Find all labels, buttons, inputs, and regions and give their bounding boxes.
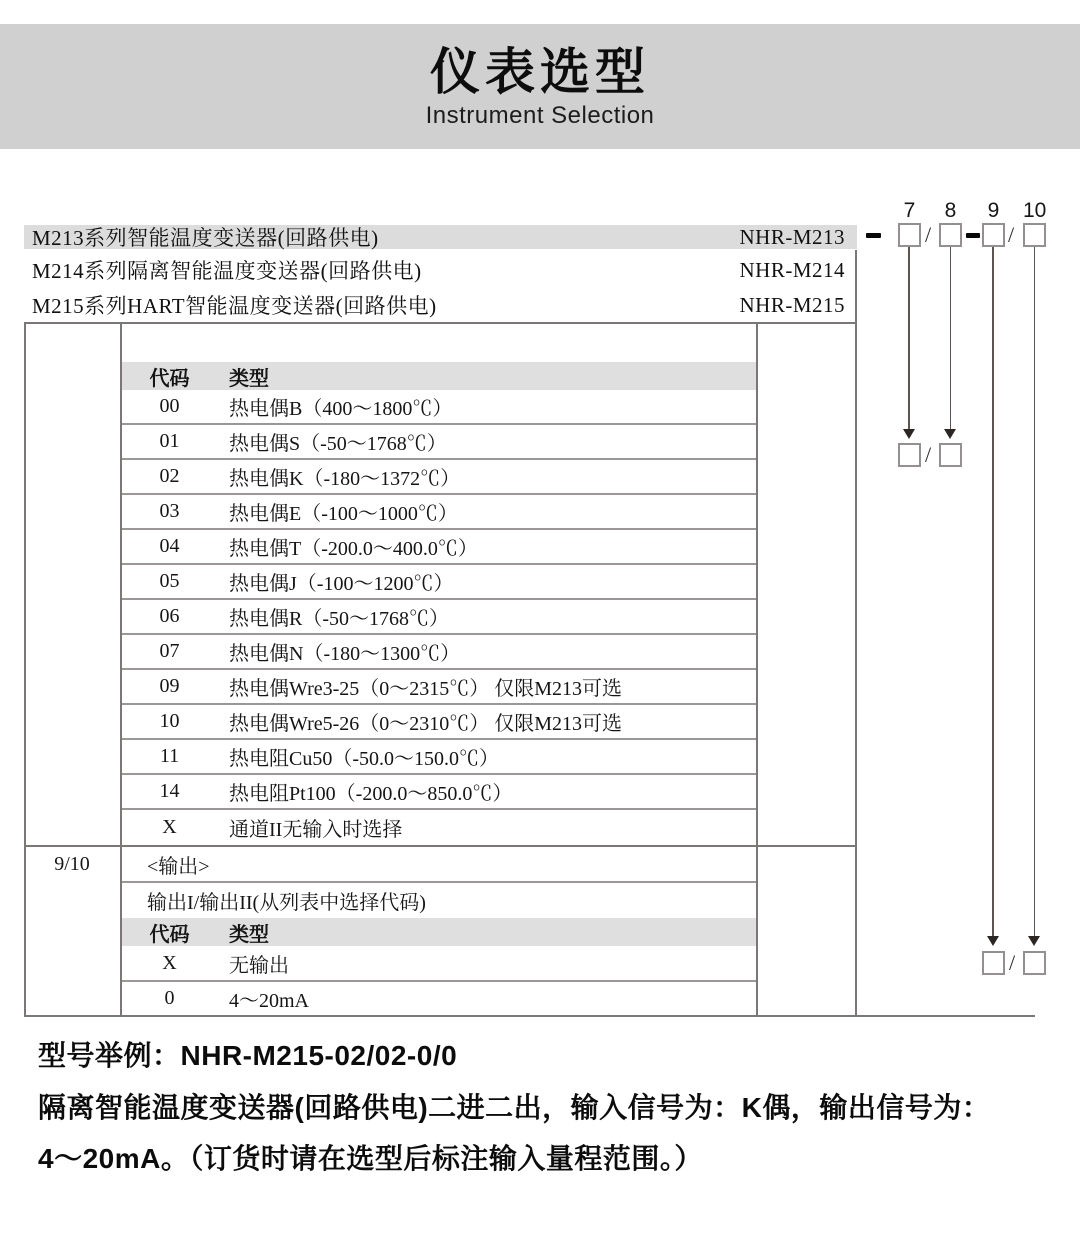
cell-type: 热电阻Pt100（-200.0～850.0℃） [229, 783, 513, 805]
arrowhead-icon [903, 429, 915, 439]
input-code-box-8 [939, 443, 962, 467]
table-row [122, 946, 756, 982]
table-row [122, 705, 756, 740]
col-header-type: 类型 [229, 367, 269, 390]
cell-code: 00 [159, 395, 180, 417]
cell-type: 热电偶Wre5-26（0～2310℃） 仅限M213可选 [229, 713, 623, 735]
table-row [122, 810, 756, 845]
cell-code: 03 [159, 500, 180, 522]
page-title: 仪表选型 [430, 44, 650, 100]
arrow-line-9 [992, 247, 994, 937]
cell-type: 热电偶Wre3-25（0～2315℃） 仅限M213可选 [229, 678, 623, 700]
table-row [122, 775, 756, 810]
cell-code: 05 [159, 570, 180, 592]
slash-separator: / [1009, 950, 1016, 975]
arrowhead-icon [987, 936, 999, 946]
product-model: NHR-M215 [739, 292, 845, 317]
input-table-header [122, 362, 756, 390]
header-band [0, 24, 1080, 149]
arrowhead-icon [1028, 936, 1040, 946]
code-box-10 [1023, 223, 1046, 247]
output-header-row: <输出> [122, 847, 756, 883]
input-code-table [122, 324, 756, 845]
cell-type: 热电偶N（-180～1300℃） [229, 643, 461, 665]
code-box-8 [939, 223, 962, 247]
cell-type: 热电偶R（-50～1768℃） [229, 608, 449, 630]
slash-separator: / [1008, 222, 1015, 247]
table-bottom-border [24, 1015, 1035, 1017]
product-model: NHR-M213 [739, 224, 845, 249]
cell-code: 11 [159, 745, 180, 767]
cell-code: 04 [159, 535, 180, 557]
output-row-label: 9/10 [54, 853, 90, 875]
page-subtitle: Instrument Selection [425, 102, 655, 129]
col-header-type: 类型 [229, 923, 269, 946]
position-label-10: 10 [1023, 199, 1047, 222]
cell-type: 通道II无输入时选择 [229, 819, 403, 841]
table-row [122, 495, 756, 530]
cell-type: 热电阻Cu50（-50.0～150.0℃） [229, 748, 499, 770]
dash-separator [966, 233, 980, 238]
output-code-box-10 [1023, 951, 1046, 975]
cell-code: 07 [159, 640, 180, 662]
output-subheader-row: 输出I/输出II(从列表中选择代码) [147, 892, 426, 914]
position-label-9: 9 [987, 199, 1000, 222]
product-name: M215系列HART智能温度变送器(回路供电) [32, 294, 437, 318]
table-left-border [24, 322, 26, 1017]
input-code-box-7 [898, 443, 921, 467]
example-model-line: 型号举例：NHR-M215-02/02-0/0 [38, 1040, 458, 1071]
cell-type: 无输出 [229, 954, 289, 977]
cell-code: 0 [164, 987, 175, 1009]
product-row-m213 [24, 225, 857, 249]
cell-type: 热电偶B（400～1800℃） [229, 398, 453, 420]
cell-type: 热电偶T（-200.0～400.0℃） [229, 538, 478, 560]
arrowhead-icon [944, 429, 956, 439]
product-model: NHR-M214 [739, 257, 845, 282]
output-table-header [122, 918, 756, 946]
cell-code: 02 [159, 465, 180, 487]
table-row [122, 530, 756, 565]
arrow-line-8 [950, 247, 952, 430]
cell-code: 06 [159, 605, 180, 627]
output-code-box-9 [982, 951, 1005, 975]
product-name: M214系列隔离智能温度变送器(回路供电) [32, 259, 422, 283]
slash-separator: / [925, 442, 932, 467]
cell-type: 热电偶J（-100～1200℃） [229, 573, 454, 595]
table-row [122, 460, 756, 495]
dash-separator [866, 233, 881, 238]
col-header-code: 代码 [149, 367, 190, 390]
position-label-8: 8 [944, 199, 957, 222]
table-row [122, 982, 756, 1015]
cell-code: 14 [159, 780, 180, 802]
cell-code: 10 [159, 710, 180, 732]
slash-separator: / [925, 222, 932, 247]
code-box-9 [982, 223, 1005, 247]
cell-type: 热电偶E（-100～1000℃） [229, 503, 458, 525]
cell-code: X [162, 816, 177, 838]
table-row [122, 425, 756, 460]
arrow-line-10 [1034, 247, 1036, 937]
cell-code: 01 [159, 430, 180, 452]
table-outer-right-border [855, 250, 857, 1017]
table-row [122, 740, 756, 775]
product-row-m214 [24, 254, 857, 286]
product-name: M213系列智能温度变送器(回路供电) [32, 226, 379, 250]
cell-type: 热电偶K（-180～1372℃） [229, 468, 461, 490]
table-row [122, 635, 756, 670]
example-description-line: 隔离智能温度变送器(回路供电)二进二出，输入信号为：K偶，输出信号为： [38, 1092, 991, 1123]
output-section [122, 847, 756, 1015]
position-label-7: 7 [903, 199, 916, 222]
cell-code: X [162, 951, 177, 974]
cell-type: 热电偶S（-50～1768℃） [229, 433, 447, 455]
input-table-body [122, 390, 756, 845]
table-spacer [122, 324, 756, 362]
table-row [122, 600, 756, 635]
cell-type: 4～20mA [229, 990, 309, 1012]
example-note-line: 4～20mA。（订货时请在选型后标注输入量程范围。） [38, 1143, 703, 1174]
table-row [122, 390, 756, 425]
col-header-code: 代码 [149, 923, 190, 946]
cell-code: 09 [159, 675, 180, 697]
table-row [122, 565, 756, 600]
arrow-line-7 [908, 247, 910, 430]
code-box-7 [898, 223, 921, 247]
table-inner-right-border [756, 322, 758, 1017]
table-row [122, 670, 756, 705]
product-row-m215 [24, 289, 857, 321]
